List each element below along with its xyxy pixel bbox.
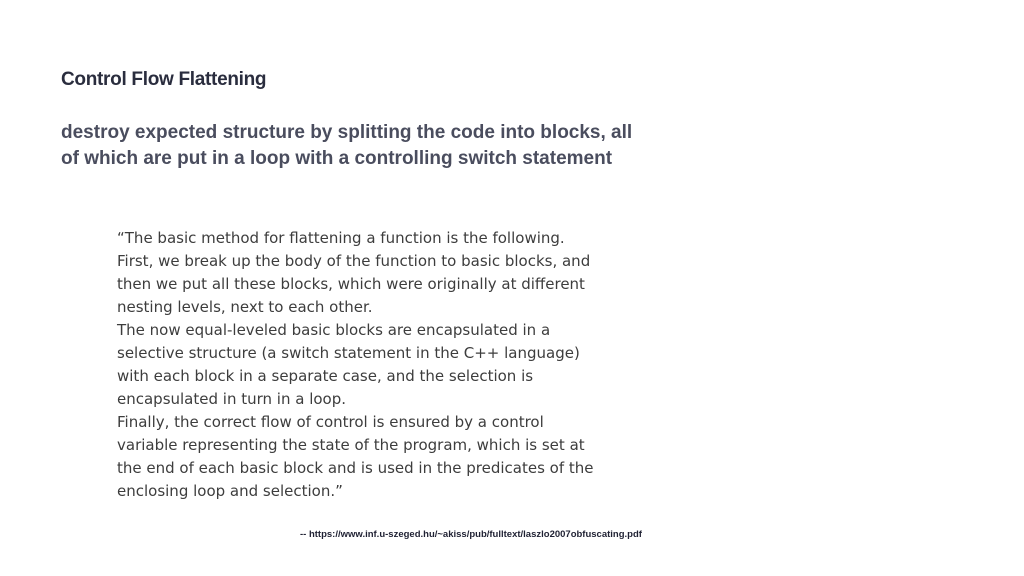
slide-title: Control Flow Flattening	[61, 69, 267, 90]
quote-line: nesting levels, next to each other.	[117, 298, 373, 316]
quote-line: “The basic method for flattening a function is the following.	[117, 229, 565, 247]
quote-line: The now equal-leveled basic blocks are encapsulated in a	[117, 321, 551, 339]
quote-line: with each block in a separate case, and the selection is	[117, 367, 534, 385]
quote-line: enclosing loop and selection.”	[117, 482, 343, 500]
quote-line: variable representing the state of the program, which is set at	[117, 436, 585, 454]
quote-line: Finally, the correct flow of control is ensured by a control	[117, 413, 544, 431]
quote-line: selective structure (a switch statement in the C++ language)	[117, 344, 580, 362]
quote-line: First, we break up the body of the function to basic blocks, and	[117, 252, 591, 270]
subtitle-line: destroy expected structure by splitting the code into blocks, all	[61, 122, 633, 143]
subtitle-line: of which are put in a loop with a controlling switch statement	[61, 148, 613, 169]
quote-line: encapsulated in turn in a loop.	[117, 390, 346, 408]
quote-line: the end of each basic block and is used in the predicates of the	[117, 459, 594, 477]
quote-line: then we put all these blocks, which were originally at different	[117, 275, 585, 293]
quote-block	[117, 227, 637, 503]
slide-subtitle	[61, 120, 741, 172]
source-citation[interactable]: -- https://www.inf.u-szeged.hu/~akiss/pub/fulltext/laszlo2007obfuscating.pdf	[300, 529, 642, 540]
